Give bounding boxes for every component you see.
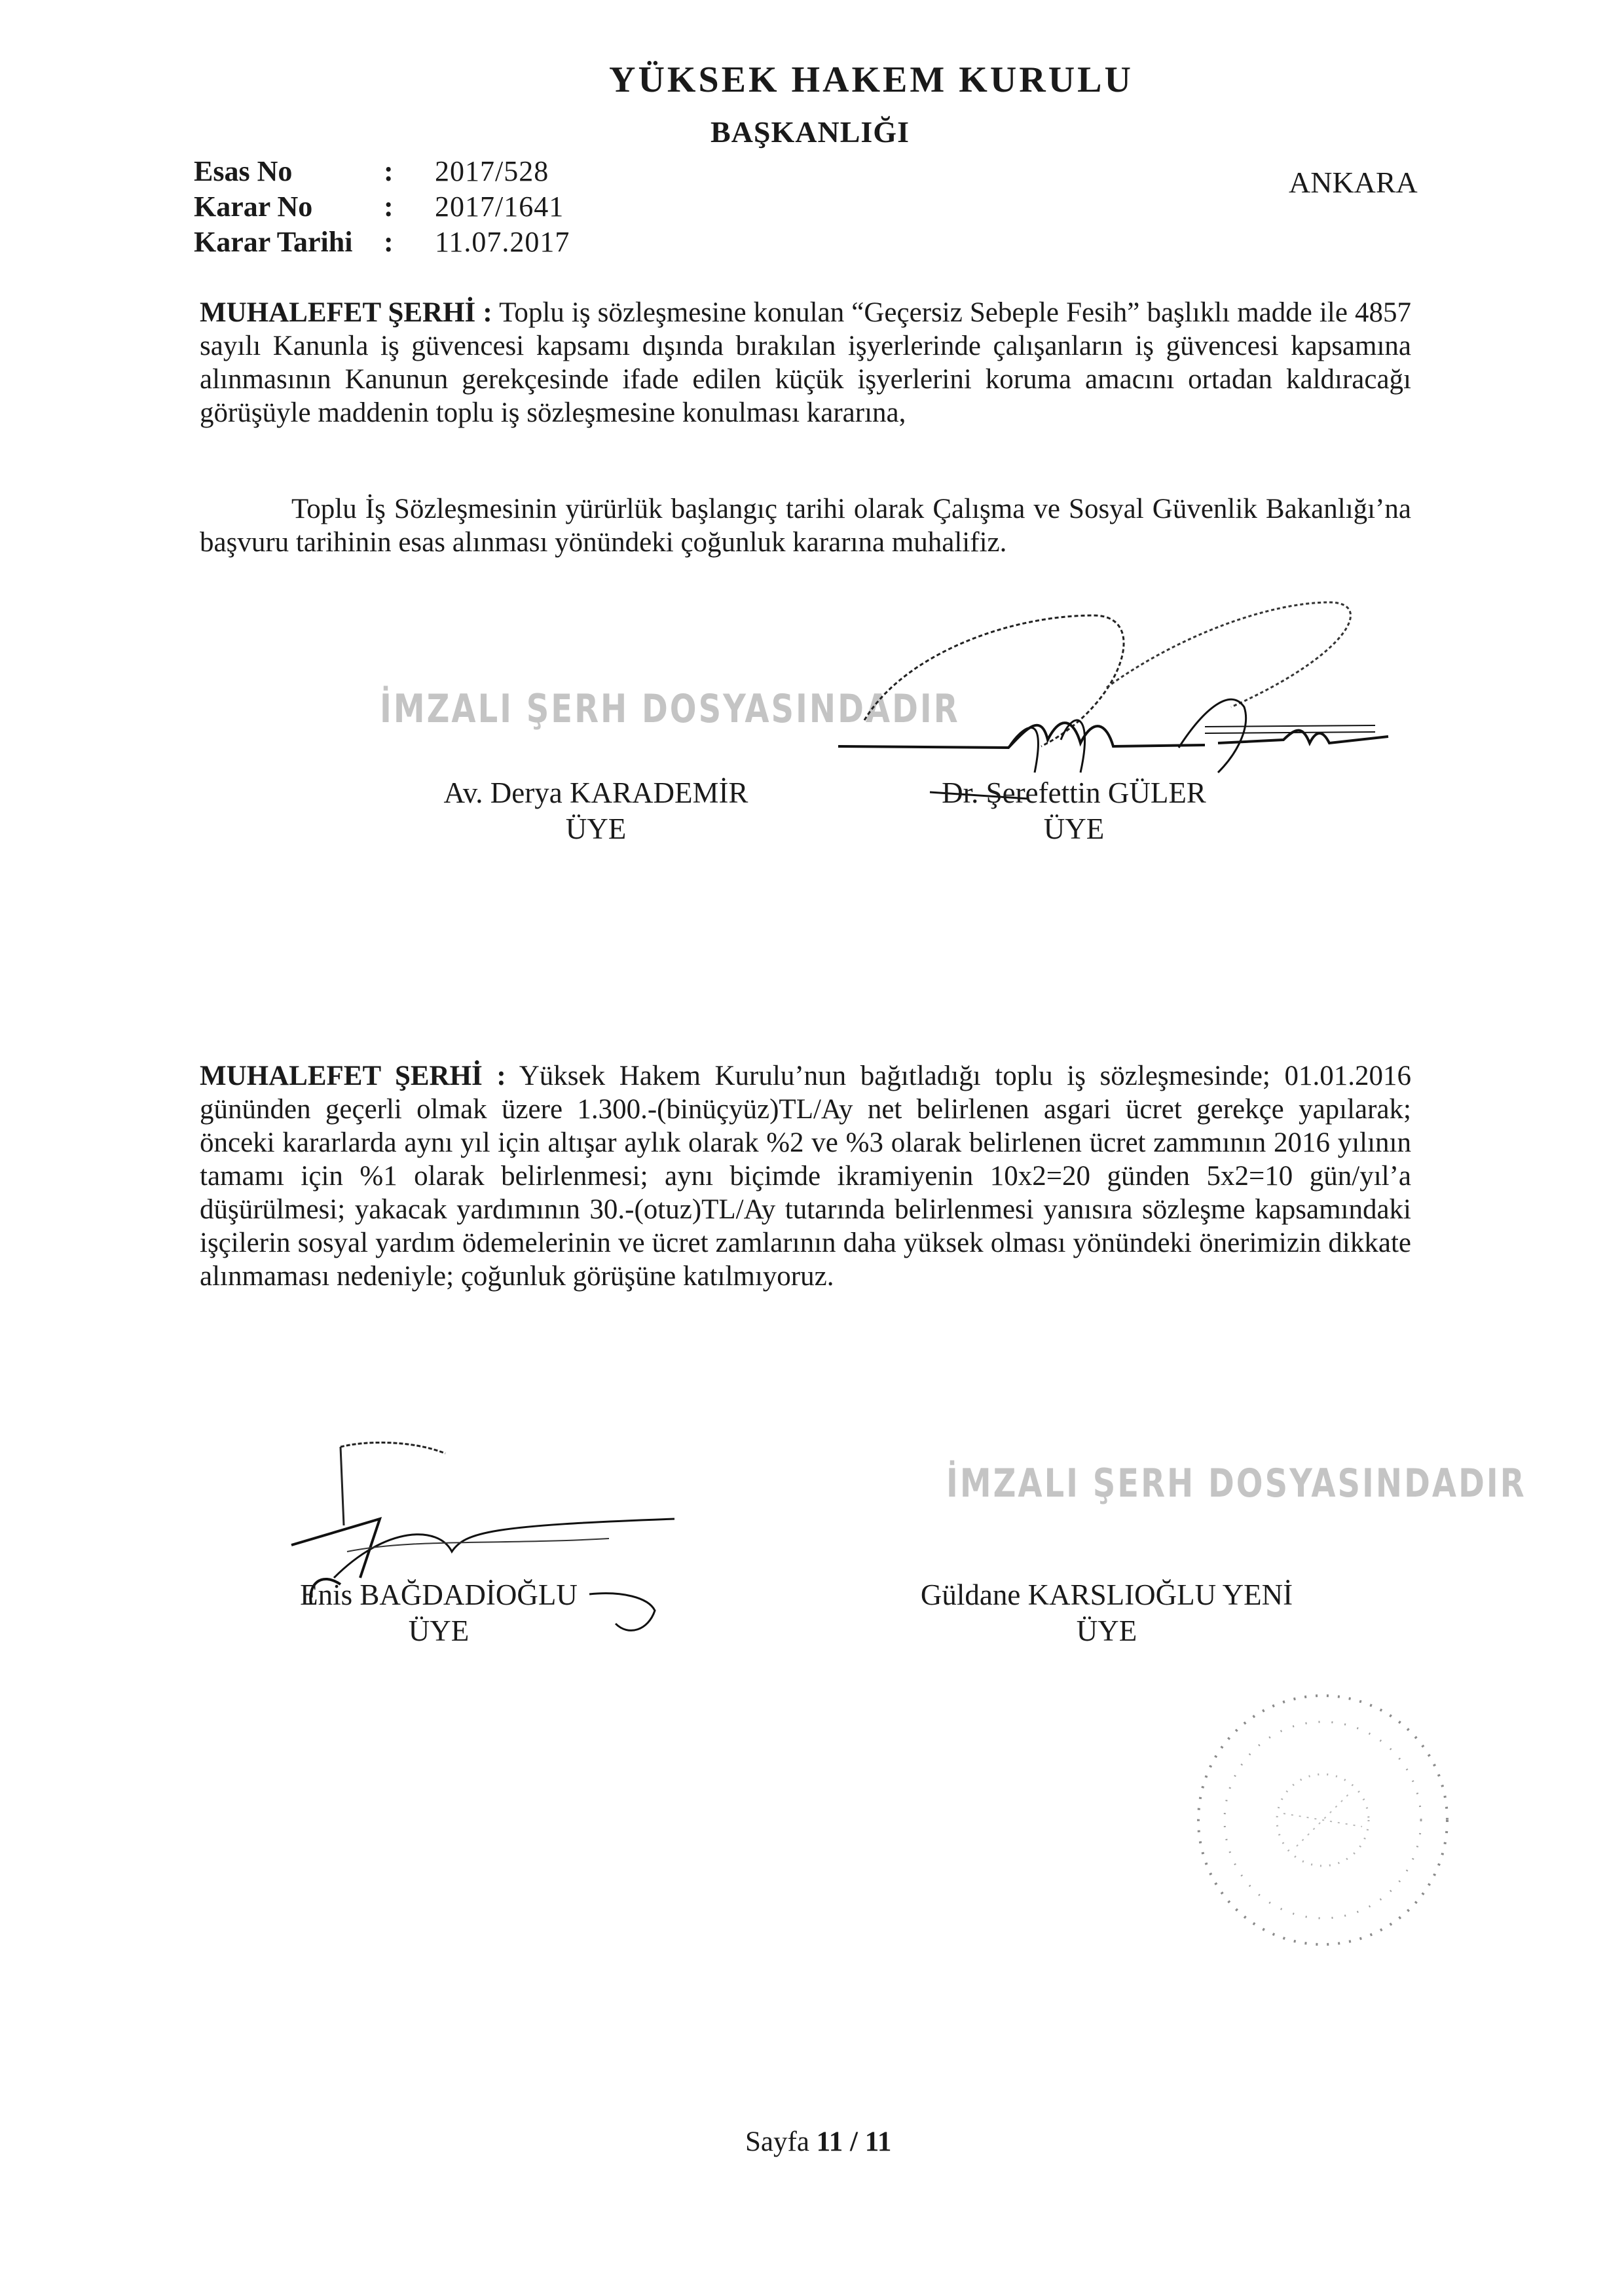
karar-label: Karar No bbox=[194, 191, 313, 223]
member-title-bagdadioglu: ÜYE bbox=[408, 1614, 470, 1647]
institution-name-cut: YÜKSEK HAKEM KURULU bbox=[609, 60, 1134, 100]
member-name-karademir: Av. Derya KARADEMİR bbox=[443, 776, 748, 809]
institution-title: BAŞKANLIĞI bbox=[710, 115, 910, 149]
karar-colon: : bbox=[384, 191, 394, 223]
tarih-label: Karar Tarihi bbox=[194, 226, 353, 258]
dissent-1-paragraph bbox=[200, 296, 1411, 429]
dissent-2-heading: MUHALEFET ŞERHİ : bbox=[200, 1061, 506, 1091]
tarih-colon: : bbox=[384, 226, 394, 258]
member-name-guler: Dr. Şerefettin GÜLER bbox=[942, 776, 1206, 809]
dissent-1-body: Toplu iş sözleşmesine konulan “Geçersiz Sebeple Fesih” başlıklı madde ile 4857 sayılı Kanunla iş güvencesi kapsamı dışında bırakılan işyerlerinde çalışanların iş güvencesi kapsamına alınmasının Kanunun gerekçesinde ifade edilen küçük işyerlerini koruma amacını ortadan kaldıracağı görüşüyle maddenin toplu iş sözleşmesine konulması kararına, bbox=[200, 297, 1412, 428]
page-value: 11 / 11 bbox=[816, 2126, 892, 2157]
dissent-1-heading: MUHALEFET ŞERHİ : bbox=[200, 297, 492, 328]
dissent-2-body: Yüksek Hakem Kurulu’nun bağıtladığı toplu iş sözleşmesinde; 01.01.2016 gününden geçerli olmak üzere 1.300.-(binüçyüz)TL/Ay net belirlenen asgari ücret gerekçe yapılarak; önceki kararlarda aynı yıl için altışar aylık olarak %2 ve %3 olarak belirlenen ücret zammının 2016 yılının tamamı için %1 olarak belirlenmesi; aynı biçimde ikramiyenin 10x2=20 günden 5x2=10 gün/yıl’a düşürülmesi; yakacak yardımının 30.-(otuz)TL/Ay tutarında belirlenmesi yanısıra sözleşme kapsamındaki işçilerin sosyal yardım ödemelerinin ve ücret zamlarının daha yüksek olması yönündeki önerimizin dikkate alınmaması nedeniyle; çoğunluk görüşüne katılmıyoruz. bbox=[200, 1061, 1411, 1292]
esas-value: 2017/528 bbox=[435, 155, 549, 187]
member-name-bagdadioglu: Enis BAĞDADİOĞLU bbox=[300, 1578, 578, 1611]
tarih-value: 11.07.2017 bbox=[435, 226, 570, 258]
member-title-karademir: ÜYE bbox=[565, 812, 627, 845]
dissent-2-paragraph bbox=[200, 1059, 1411, 1293]
esas-colon: : bbox=[384, 155, 394, 187]
esas-label: Esas No bbox=[194, 155, 293, 187]
member-title-karslioglu: ÜYE bbox=[1076, 1614, 1137, 1647]
member-title-guler: ÜYE bbox=[1043, 812, 1105, 845]
city-label: ANKARA bbox=[1289, 166, 1418, 199]
dissent-1-paragraph-2: Toplu İş Sözleşmesinin yürürlük başlangıç tarihi olarak Çalışma ve Sosyal Güvenlik Bakanlığı’na başvuru tarihinin esas alınması yönündeki çoğunluk kararına muhalifiz. bbox=[200, 494, 1411, 558]
page-number bbox=[745, 2126, 891, 2158]
faint-seal-icon bbox=[1179, 1676, 1467, 1964]
page-prefix: Sayfa bbox=[745, 2126, 809, 2157]
karar-value: 2017/1641 bbox=[435, 191, 564, 223]
signed-copy-stamp-1: İMZALI ŞERH DOSYASINDADIR bbox=[380, 686, 960, 732]
signed-copy-stamp-2: İMZALI ŞERH DOSYASINDADIR bbox=[946, 1461, 1526, 1506]
member-name-karslioglu: Güldane KARSLIOĞLU YENİ bbox=[920, 1578, 1293, 1611]
